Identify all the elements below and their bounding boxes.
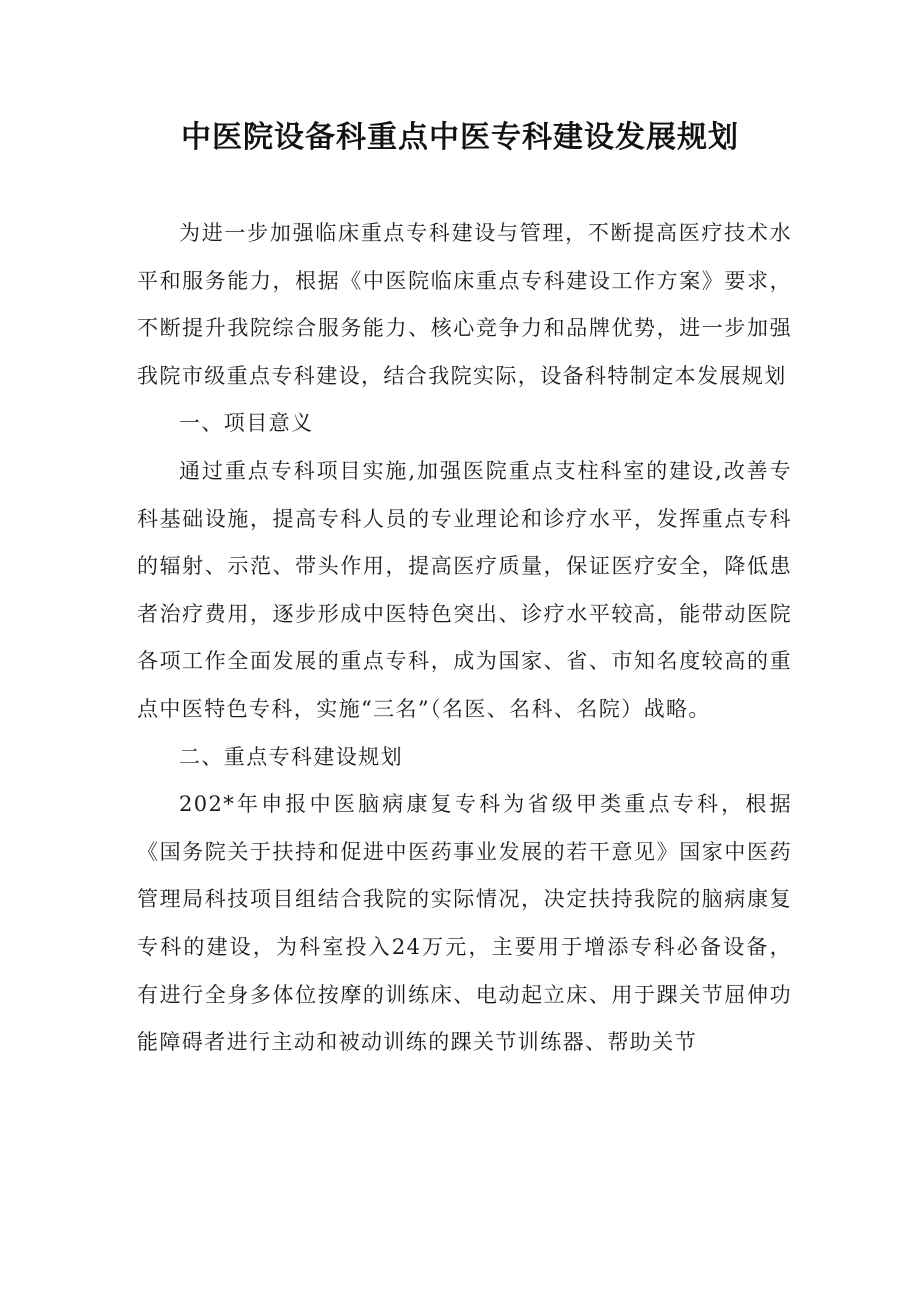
section-heading-significance: 一、项目意义 bbox=[179, 411, 314, 436]
document-title: 中医院设备科重点中医专科建设发展规划 bbox=[181, 120, 739, 155]
section-heading-plan: 二、重点专科建设规划 bbox=[179, 744, 403, 769]
document-body bbox=[137, 210, 792, 1067]
intro-paragraph: 为进一步加强临床重点专科建设与管理，不断提高医疗技术水平和服务能力，根据《中医院临床重点专科建设工作方案》要求，不断提升我院综合服务能力、核心竞争力和品牌优势，进一步加强我院市级重点专科建设，结合我院实际，设备科特制定本发展规划 bbox=[137, 221, 792, 388]
section-paragraph-significance: 通过重点专科项目实施,加强医院重点支柱科室的建设,改善专科基础设施，提高专科人员的专业理论和诊疗水平，发挥重点专科的辐射、示范、带头作用，提高医疗质量，保证医疗安全，降低患者治疗费用，逐步形成中医特色突出、诊疗水平较高，能带动医院各项工作全面发展的重点专科，成为国家、省、市知名度较高的重点中医特色专科，实施“三名”（名医、名科、名院）战略。 bbox=[137, 458, 792, 721]
section-paragraph-plan: 202*年申报中医脑病康复专科为省级甲类重点专科，根据《国务院关于扶持和促进中医药事业发展的若干意见》国家中医药管理局科技项目组结合我院的实际情况，决定扶持我院的脑病康复专科的建设，为科室投入24万元，主要用于增添专科必备设备，有进行全身多体位按摩的训练床、电动起立床、用于踝关节屈伸功能障碍者进行主动和被动训练的踝关节训练器、帮助关节 bbox=[137, 792, 792, 1055]
